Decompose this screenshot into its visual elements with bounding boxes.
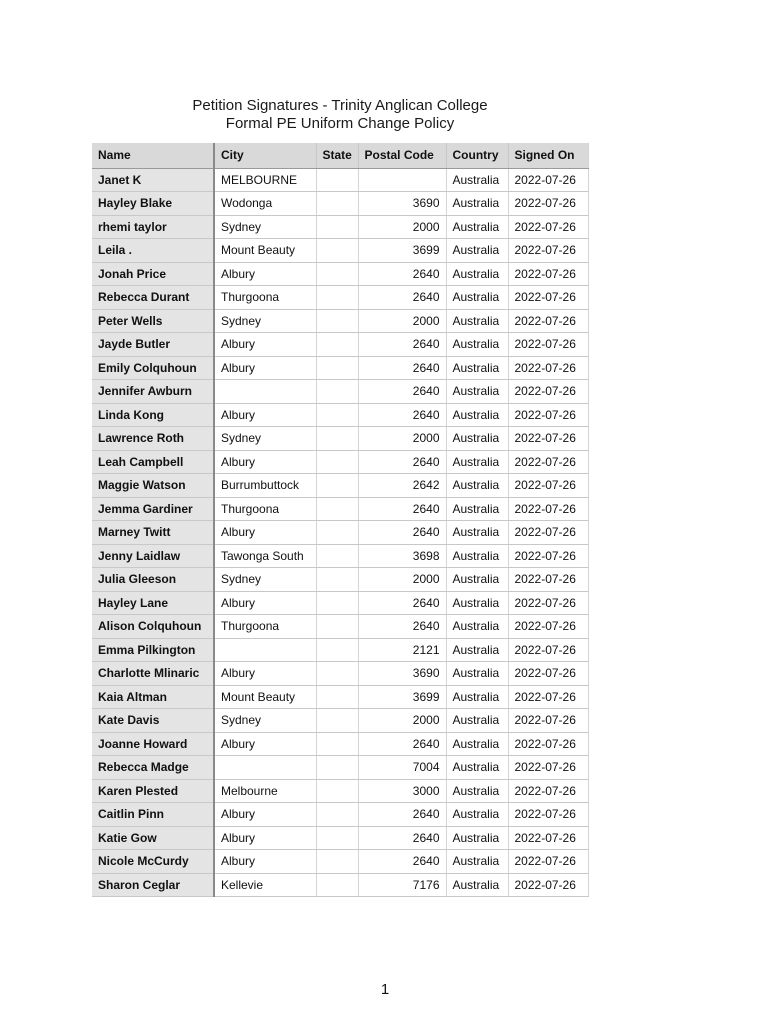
cell-city: [214, 638, 316, 662]
cell-country: Australia: [446, 403, 508, 427]
header-postal-code: Postal Code: [358, 143, 446, 168]
cell-signed-on: 2022-07-26: [508, 309, 588, 333]
cell-country: Australia: [446, 826, 508, 850]
cell-name: Jenny Laidlaw: [92, 544, 214, 568]
cell-name: Leah Campbell: [92, 450, 214, 474]
cell-country: Australia: [446, 333, 508, 357]
cell-country: Australia: [446, 732, 508, 756]
cell-name: Hayley Blake: [92, 192, 214, 216]
cell-postal-code: 2640: [358, 286, 446, 310]
cell-signed-on: 2022-07-26: [508, 779, 588, 803]
cell-signed-on: 2022-07-26: [508, 450, 588, 474]
cell-state: [316, 427, 358, 451]
table-row: [92, 450, 588, 474]
cell-city: Sydney: [214, 309, 316, 333]
cell-name: Jemma Gardiner: [92, 497, 214, 521]
signatures-table: [92, 143, 589, 897]
cell-name: Emily Colquhoun: [92, 356, 214, 380]
cell-signed-on: 2022-07-26: [508, 591, 588, 615]
cell-city: Albury: [214, 732, 316, 756]
cell-country: Australia: [446, 427, 508, 451]
cell-city: Albury: [214, 591, 316, 615]
cell-country: Australia: [446, 662, 508, 686]
cell-postal-code: 2000: [358, 309, 446, 333]
cell-city: Albury: [214, 803, 316, 827]
cell-postal-code: 2640: [358, 850, 446, 874]
cell-state: [316, 474, 358, 498]
cell-name: Charlotte Mlinaric: [92, 662, 214, 686]
cell-name: Katie Gow: [92, 826, 214, 850]
cell-postal-code: 2640: [358, 521, 446, 545]
cell-name: Joanne Howard: [92, 732, 214, 756]
table-row: [92, 497, 588, 521]
cell-state: [316, 732, 358, 756]
cell-country: Australia: [446, 497, 508, 521]
cell-city: Albury: [214, 403, 316, 427]
cell-postal-code: 2640: [358, 450, 446, 474]
table-row: [92, 638, 588, 662]
cell-state: [316, 662, 358, 686]
cell-signed-on: 2022-07-26: [508, 638, 588, 662]
cell-postal-code: 2642: [358, 474, 446, 498]
cell-signed-on: 2022-07-26: [508, 826, 588, 850]
table-row: [92, 309, 588, 333]
table-row: [92, 732, 588, 756]
cell-signed-on: 2022-07-26: [508, 568, 588, 592]
cell-signed-on: 2022-07-26: [508, 544, 588, 568]
cell-city: Mount Beauty: [214, 685, 316, 709]
cell-name: Hayley Lane: [92, 591, 214, 615]
table-row: [92, 826, 588, 850]
header-signed-on: Signed On: [508, 143, 588, 168]
cell-postal-code: 2000: [358, 215, 446, 239]
header-city: City: [214, 143, 316, 168]
cell-country: Australia: [446, 803, 508, 827]
cell-name: Sharon Ceglar: [92, 873, 214, 897]
cell-signed-on: 2022-07-26: [508, 215, 588, 239]
cell-state: [316, 709, 358, 733]
cell-signed-on: 2022-07-26: [508, 732, 588, 756]
cell-signed-on: 2022-07-26: [508, 850, 588, 874]
cell-signed-on: 2022-07-26: [508, 685, 588, 709]
cell-city: Kellevie: [214, 873, 316, 897]
table-row: [92, 591, 588, 615]
cell-name: Rebecca Durant: [92, 286, 214, 310]
cell-state: [316, 638, 358, 662]
cell-city: Albury: [214, 333, 316, 357]
cell-name: Kate Davis: [92, 709, 214, 733]
cell-city: Tawonga South: [214, 544, 316, 568]
table-row: [92, 215, 588, 239]
cell-postal-code: 2640: [358, 591, 446, 615]
table-row: [92, 756, 588, 780]
cell-name: Leila .: [92, 239, 214, 263]
cell-city: Thurgoona: [214, 286, 316, 310]
cell-postal-code: 2000: [358, 709, 446, 733]
title-line-1: Petition Signatures - Trinity Anglican College: [192, 97, 488, 114]
cell-signed-on: 2022-07-26: [508, 286, 588, 310]
cell-name: Peter Wells: [92, 309, 214, 333]
cell-signed-on: 2022-07-26: [508, 262, 588, 286]
cell-state: [316, 356, 358, 380]
cell-state: [316, 826, 358, 850]
cell-state: [316, 615, 358, 639]
cell-name: Jayde Butler: [92, 333, 214, 357]
cell-name: Janet K: [92, 168, 214, 192]
table-row: [92, 521, 588, 545]
cell-city: Albury: [214, 521, 316, 545]
cell-signed-on: 2022-07-26: [508, 662, 588, 686]
cell-state: [316, 568, 358, 592]
cell-signed-on: 2022-07-26: [508, 756, 588, 780]
cell-signed-on: 2022-07-26: [508, 873, 588, 897]
table-row: [92, 333, 588, 357]
header-name: Name: [92, 143, 214, 168]
cell-name: Karen Plested: [92, 779, 214, 803]
cell-postal-code: 7004: [358, 756, 446, 780]
cell-country: Australia: [446, 615, 508, 639]
cell-state: [316, 779, 358, 803]
table-header-row: [92, 143, 588, 168]
cell-postal-code: 2640: [358, 356, 446, 380]
cell-city: Albury: [214, 662, 316, 686]
cell-city: Thurgoona: [214, 615, 316, 639]
cell-city: Albury: [214, 826, 316, 850]
table-row: [92, 544, 588, 568]
title-line-2: Formal PE Uniform Change Policy: [225, 115, 455, 132]
cell-name: Jennifer Awburn: [92, 380, 214, 404]
cell-state: [316, 192, 358, 216]
table-row: [92, 192, 588, 216]
table-row: [92, 286, 588, 310]
cell-city: [214, 380, 316, 404]
cell-country: Australia: [446, 215, 508, 239]
cell-city: MELBOURNE: [214, 168, 316, 192]
cell-country: Australia: [446, 709, 508, 733]
cell-name: Emma Pilkington: [92, 638, 214, 662]
cell-country: Australia: [446, 192, 508, 216]
table-row: [92, 380, 588, 404]
table-row: [92, 403, 588, 427]
cell-signed-on: 2022-07-26: [508, 427, 588, 451]
document-title: [92, 97, 588, 133]
cell-signed-on: 2022-07-26: [508, 615, 588, 639]
cell-signed-on: 2022-07-26: [508, 497, 588, 521]
cell-name: Alison Colquhoun: [92, 615, 214, 639]
cell-city: Albury: [214, 450, 316, 474]
cell-city: Burrumbuttock: [214, 474, 316, 498]
cell-country: Australia: [446, 356, 508, 380]
cell-state: [316, 403, 358, 427]
table-row: [92, 779, 588, 803]
cell-name: Nicole McCurdy: [92, 850, 214, 874]
table-row: [92, 356, 588, 380]
cell-postal-code: 2000: [358, 427, 446, 451]
table-row: [92, 873, 588, 897]
cell-state: [316, 239, 358, 263]
cell-postal-code: 2121: [358, 638, 446, 662]
table-row: [92, 474, 588, 498]
cell-signed-on: 2022-07-26: [508, 356, 588, 380]
cell-postal-code: 2640: [358, 732, 446, 756]
table-row: [92, 262, 588, 286]
cell-postal-code: 2640: [358, 262, 446, 286]
header-country: Country: [446, 143, 508, 168]
cell-country: Australia: [446, 474, 508, 498]
cell-country: Australia: [446, 685, 508, 709]
table-row: [92, 662, 588, 686]
cell-city: Albury: [214, 356, 316, 380]
cell-state: [316, 544, 358, 568]
cell-city: Wodonga: [214, 192, 316, 216]
cell-signed-on: 2022-07-26: [508, 239, 588, 263]
table-row: [92, 239, 588, 263]
cell-postal-code: 2000: [358, 568, 446, 592]
cell-state: [316, 756, 358, 780]
cell-signed-on: 2022-07-26: [508, 192, 588, 216]
cell-city: [214, 756, 316, 780]
cell-state: [316, 497, 358, 521]
cell-city: Sydney: [214, 568, 316, 592]
cell-city: Sydney: [214, 215, 316, 239]
cell-country: Australia: [446, 521, 508, 545]
table-row: [92, 685, 588, 709]
cell-name: Maggie Watson: [92, 474, 214, 498]
cell-name: Caitlin Pinn: [92, 803, 214, 827]
cell-country: Australia: [446, 638, 508, 662]
cell-country: Australia: [446, 168, 508, 192]
page-number: 1: [380, 981, 390, 998]
cell-state: [316, 215, 358, 239]
cell-country: Australia: [446, 544, 508, 568]
table-row: [92, 168, 588, 192]
cell-postal-code: 3698: [358, 544, 446, 568]
table-row: [92, 850, 588, 874]
cell-country: Australia: [446, 450, 508, 474]
cell-state: [316, 803, 358, 827]
cell-postal-code: 3690: [358, 192, 446, 216]
cell-name: Jonah Price: [92, 262, 214, 286]
cell-country: Australia: [446, 779, 508, 803]
cell-state: [316, 873, 358, 897]
cell-city: Melbourne: [214, 779, 316, 803]
cell-signed-on: 2022-07-26: [508, 168, 588, 192]
header-state: State: [316, 143, 358, 168]
cell-postal-code: 3699: [358, 685, 446, 709]
cell-state: [316, 286, 358, 310]
cell-state: [316, 850, 358, 874]
cell-city: Sydney: [214, 709, 316, 733]
cell-signed-on: 2022-07-26: [508, 403, 588, 427]
cell-city: Mount Beauty: [214, 239, 316, 263]
cell-city: Albury: [214, 850, 316, 874]
cell-state: [316, 333, 358, 357]
table-row: [92, 427, 588, 451]
cell-country: Australia: [446, 239, 508, 263]
cell-signed-on: 2022-07-26: [508, 803, 588, 827]
cell-postal-code: 2640: [358, 615, 446, 639]
cell-signed-on: 2022-07-26: [508, 709, 588, 733]
cell-country: Australia: [446, 380, 508, 404]
cell-country: Australia: [446, 309, 508, 333]
cell-country: Australia: [446, 286, 508, 310]
cell-city: Thurgoona: [214, 497, 316, 521]
cell-state: [316, 521, 358, 545]
cell-postal-code: 2640: [358, 403, 446, 427]
cell-state: [316, 450, 358, 474]
cell-state: [316, 309, 358, 333]
cell-country: Australia: [446, 873, 508, 897]
cell-name: Rebecca Madge: [92, 756, 214, 780]
cell-state: [316, 262, 358, 286]
table-row: [92, 803, 588, 827]
cell-postal-code: 2640: [358, 826, 446, 850]
cell-name: Linda Kong: [92, 403, 214, 427]
cell-country: Australia: [446, 591, 508, 615]
cell-city: Sydney: [214, 427, 316, 451]
cell-city: Albury: [214, 262, 316, 286]
cell-name: rhemi taylor: [92, 215, 214, 239]
cell-postal-code: 7176: [358, 873, 446, 897]
cell-signed-on: 2022-07-26: [508, 474, 588, 498]
cell-postal-code: 3000: [358, 779, 446, 803]
cell-signed-on: 2022-07-26: [508, 521, 588, 545]
cell-state: [316, 380, 358, 404]
cell-name: Lawrence Roth: [92, 427, 214, 451]
cell-postal-code: 2640: [358, 333, 446, 357]
cell-name: Kaia Altman: [92, 685, 214, 709]
cell-country: Australia: [446, 850, 508, 874]
cell-state: [316, 685, 358, 709]
cell-country: Australia: [446, 262, 508, 286]
cell-name: Julia Gleeson: [92, 568, 214, 592]
cell-name: Marney Twitt: [92, 521, 214, 545]
table-row: [92, 615, 588, 639]
cell-signed-on: 2022-07-26: [508, 380, 588, 404]
cell-country: Australia: [446, 756, 508, 780]
table-body: [92, 168, 588, 897]
cell-postal-code: 2640: [358, 497, 446, 521]
cell-country: Australia: [446, 568, 508, 592]
table-row: [92, 568, 588, 592]
cell-signed-on: 2022-07-26: [508, 333, 588, 357]
cell-postal-code: 2640: [358, 803, 446, 827]
cell-postal-code: 3690: [358, 662, 446, 686]
cell-postal-code: [358, 168, 446, 192]
cell-state: [316, 168, 358, 192]
table-row: [92, 709, 588, 733]
cell-state: [316, 591, 358, 615]
cell-postal-code: 2640: [358, 380, 446, 404]
cell-postal-code: 3699: [358, 239, 446, 263]
